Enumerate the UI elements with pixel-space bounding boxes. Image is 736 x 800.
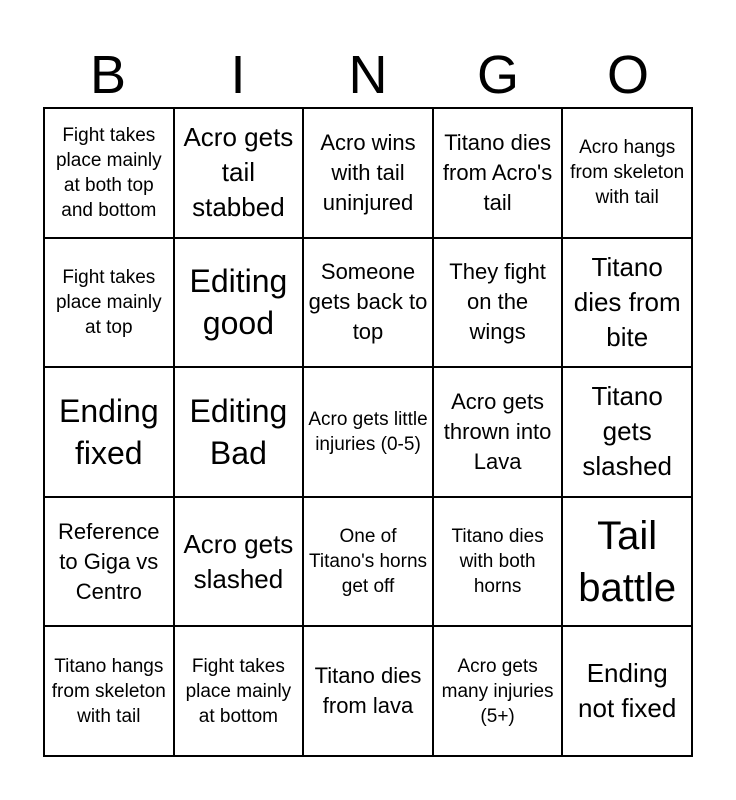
cell-text: Ending fixed [58,392,159,471]
cell-text: They fight on the wings [449,259,546,345]
cell-text: Titano dies from lava [314,663,422,719]
cell-text: Editing Bad [189,392,288,471]
cell-text: Ending not fixed [578,658,677,724]
cell-text: Tail battle [578,513,677,610]
cell-text: Fight takes place mainly at bottom [185,655,292,727]
bingo-cell-r2c1[interactable] [45,239,175,369]
bingo-cell-r2c5[interactable] [563,239,693,369]
bingo-cell-r1c4[interactable] [434,109,564,239]
cell-text: Acro hangs from skeleton with tail [570,137,685,209]
bingo-cell-r1c1[interactable] [45,109,175,239]
bingo-cell-r3c5[interactable] [563,368,693,498]
bingo-cell-r5c5[interactable] [563,627,693,757]
header-letter-n: N [348,45,388,105]
cell-text: Acro gets little injuries (0-5) [308,408,428,455]
cell-text: Fight takes place mainly at both top and bottom [55,124,162,221]
bingo-cell-r5c1[interactable] [45,627,175,757]
bingo-cell-r2c4[interactable] [434,239,564,369]
header-letter-b: B [89,45,127,105]
bingo-cell-r4c1[interactable] [45,498,175,628]
bingo-cell-r4c5[interactable] [563,498,693,628]
bingo-cell-r4c3[interactable] [304,498,434,628]
cell-text: Titano dies with both horns [451,526,544,598]
bingo-cell-r3c4[interactable] [434,368,564,498]
header-letter-o: O [606,45,649,105]
cell-text: Fight takes place mainly at top [55,266,162,338]
cell-text: Acro gets slashed [183,528,294,594]
cell-text: Titano dies from Acro's tail [442,129,553,215]
bingo-cell-r1c5[interactable] [563,109,693,239]
cell-text: Titano gets slashed [582,381,672,482]
cell-text: Acro gets tail stabbed [183,122,294,223]
cell-text: Someone gets back to top [308,259,428,345]
bingo-cell-r3c1[interactable] [45,368,175,498]
bingo-cell-r1c2[interactable] [175,109,305,239]
bingo-cell-r5c4[interactable] [434,627,564,757]
cell-text: One of Titano's horns get off [308,526,428,598]
cell-text: Acro gets many injuries (5+) [441,655,554,727]
cell-text: Titano hangs from skeleton with tail [51,655,166,727]
header-letter-i: I [230,45,246,105]
bingo-cell-r5c3[interactable] [304,627,434,757]
bingo-cell-r5c2[interactable] [175,627,305,757]
cell-text: Acro gets thrown into Lava [443,388,552,474]
bingo-cell-r1c3[interactable] [304,109,434,239]
bingo-header [43,44,693,106]
cell-text: Titano dies from bite [573,251,681,352]
bingo-cell-r2c3[interactable] [304,239,434,369]
bingo-cell-r4c4[interactable] [434,498,564,628]
bingo-card-grid [43,107,693,757]
cell-text: Reference to Giga vs Centro [58,518,160,604]
bingo-cell-r2c2[interactable] [175,239,305,369]
cell-text: Acro wins with tail uninjured [320,129,416,215]
bingo-cell-r3c2[interactable] [175,368,305,498]
header-letter-g: G [476,45,519,105]
bingo-cell-r4c2[interactable] [175,498,305,628]
bingo-cell-r3c3[interactable] [304,368,434,498]
cell-text: Editing good [189,263,288,342]
